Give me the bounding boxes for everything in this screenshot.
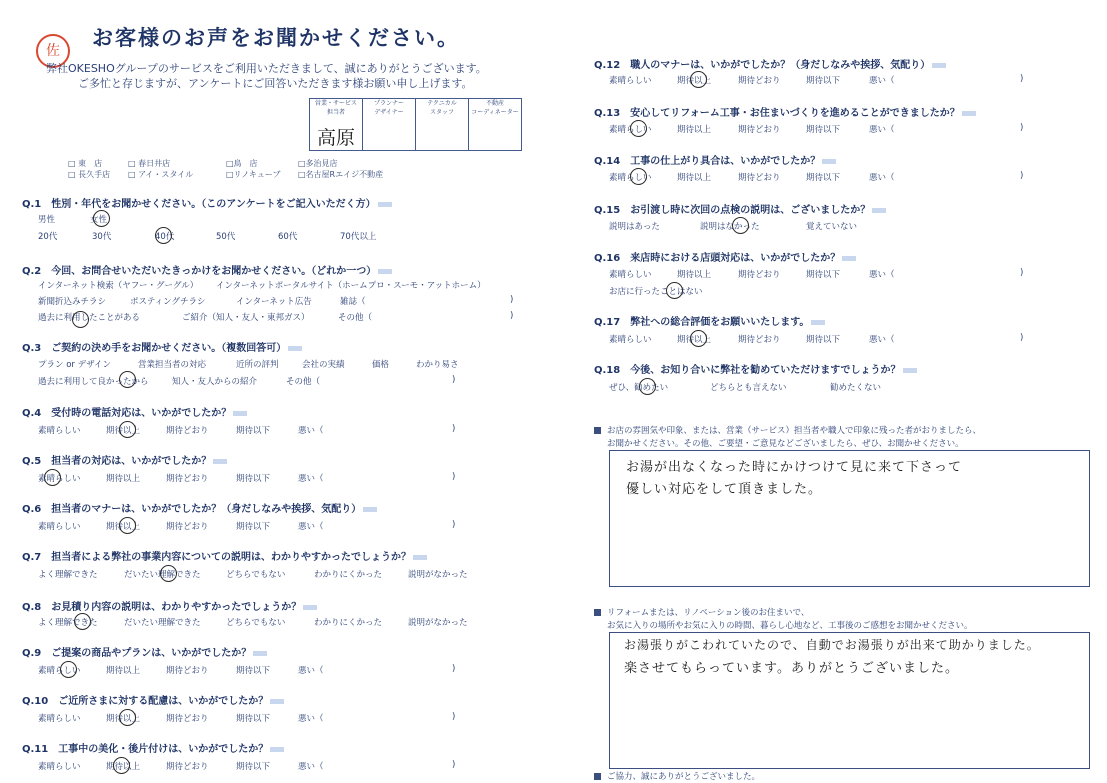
q9-option[interactable]: 期待以上 [106,666,141,676]
q3-option[interactable]: わかり易さ [416,360,459,370]
question-6-heading: Q.6 担当者のマナーは、いかがでしたか？（身だしなみや挨拶、気配り） [22,500,377,515]
q14-option[interactable]: 期待どおり [738,173,781,183]
q9-paren-close: ) [452,664,456,674]
q7-option[interactable]: 説明がなかった [408,570,468,580]
comments-section-heading: お店の雰囲気や印象、または、営業（サービス）担当者や職人で印象に残った者がおりましたら、 [594,424,981,436]
q3-paren-close: ) [452,375,456,385]
selection-circle [119,709,136,726]
selection-circle [93,210,110,227]
q2-option[interactable]: 新聞折込みチラシ [38,297,107,307]
q3-option[interactable]: 知人・友人からの紹介 [172,377,258,387]
q4-option[interactable]: 期待以上 [106,426,141,436]
q6-option[interactable]: 悪い（ [298,522,324,532]
selection-circle [119,371,136,388]
store-checkbox[interactable]: □ 春日井店 [128,159,171,168]
store-checkbox[interactable]: □ 長久手店 [68,170,111,179]
q4-paren-close: ) [452,424,456,434]
handwritten-impression-line-1: お湯張りがこわれていたので、自動でお湯張りが出来て助かりました。 [624,638,1040,652]
selection-circle [630,120,647,137]
q16-paren-close: ) [1020,268,1024,278]
q9-option[interactable]: 期待以下 [236,666,271,676]
impressions-section-heading-2: お気に入りの場所やお気に入りの時間、暮らし心地など、工事後のご感想をお聞かせください。 [607,621,973,631]
q7-option[interactable]: だいたい理解できた [124,570,201,580]
q11-option[interactable]: 期待以下 [236,762,271,772]
handwritten-impression-line-2: 楽させてもらっています。ありがとうございました。 [624,661,959,676]
q2-option[interactable]: 過去に利用したことがある [38,313,141,323]
q4-option[interactable]: 期待以下 [236,426,271,436]
q11-option[interactable]: 悪い（ [298,762,324,772]
q15-option[interactable]: 説明はあった [609,222,660,232]
selection-circle [639,378,656,395]
q12-option[interactable]: 悪い（ [869,76,895,86]
q10-option[interactable]: 素晴らしい [38,714,81,724]
q5-option[interactable]: 期待以下 [236,474,271,484]
q10-option[interactable]: 期待どおり [166,714,209,724]
question-16-heading: Q.16 来店時における店頭対応は、いかがでしたか？ [594,249,856,264]
selection-circle [72,311,89,328]
q1-option-age[interactable]: 50代 [216,232,236,242]
question-7-heading: Q.7 担当者による弊社の事業内容についての説明は、わかりやすかったでしょうか？ [22,548,427,563]
q4-option[interactable]: 期待どおり [166,426,209,436]
q5-option[interactable]: 悪い（ [298,474,324,484]
question-8-heading: Q.8 お見積り内容の説明は、わかりやすかったでしょうか？ [22,598,317,613]
q16-option[interactable]: 期待以上 [677,270,712,280]
staff-table [309,98,522,151]
intro-line-1: 弊社OKESHOグループのサービスをご利用いただきまして、誠にありがとうございます。 [46,62,487,75]
q14-option[interactable]: 悪い（ [869,173,895,183]
q15-option[interactable]: 説明はなかった [700,222,760,232]
staff-cell-sales[interactable]: 営業・サービス 担当者 高原 [310,99,363,151]
q8-option[interactable]: どちらでもない [226,618,286,628]
question-5-heading: Q.5 担当者の対応は、いかがでしたか？ [22,452,227,467]
selection-circle [113,757,130,774]
question-18-heading: Q.18 今後、お知り合いに弊社を勧めていただけますでしょうか？ [594,361,917,376]
selection-circle [60,661,77,678]
q16-option[interactable]: 悪い（ [869,270,895,280]
staff-name-handwritten: 高原 [316,127,355,149]
question-2-heading: Q.2 今回、お問合せいただいたきっかけをお聞かせください。（どれか一つ） [22,262,392,277]
q3-option[interactable]: 過去に利用して良かったから [38,377,149,387]
q17-option[interactable]: 期待どおり [738,335,781,345]
q13-option[interactable]: 期待以上 [677,125,712,135]
q15-option[interactable]: 覚えていない [806,222,858,232]
selection-circle [119,517,136,534]
q6-option[interactable]: 期待どおり [166,522,209,532]
q17-option[interactable]: 悪い（ [869,335,895,345]
q1-option-age[interactable]: 70代以上 [340,232,377,242]
q8-option[interactable]: よく理解できた [38,618,98,628]
q13-option[interactable]: 期待以下 [806,125,841,135]
q18-option[interactable]: 勧めたくない [830,383,882,393]
q2-option[interactable]: インターネット検索（ヤフー・グーグル） [38,281,199,291]
q17-option[interactable]: 期待以上 [677,335,712,345]
q13-option[interactable]: 素晴らしい [609,125,652,135]
q17-option[interactable]: 素晴らしい [609,335,652,345]
selection-circle [630,168,647,185]
q11-option[interactable]: 期待どおり [166,762,209,772]
question-1-heading: Q.1 性別・年代をお聞かせください。（このアンケートをご記入いただく方） [22,195,392,210]
q13-paren-close: ) [1020,123,1024,133]
q2-paren-close: ) [510,295,514,305]
q12-option[interactable]: 期待以下 [806,76,841,86]
q14-option[interactable]: 期待以上 [677,173,712,183]
q5-option[interactable]: 期待どおり [166,474,209,484]
q18-option[interactable]: ぜひ、勧めたい [609,383,669,393]
staff-cell-technical[interactable]: テクニカル スタッフ [416,99,469,151]
store-checkbox[interactable]: □リノキューブ [226,170,281,179]
q3-option[interactable]: 会社の実績 [302,360,345,370]
store-checkbox[interactable]: □鳥 店 [226,159,258,168]
page-title: お客様のお声をお聞かせください。 [92,26,460,50]
question-17-heading: Q.17 弊社への総合評価をお願いいたします。 [594,313,825,328]
q10-option[interactable]: 期待以下 [236,714,271,724]
q1-option-age[interactable]: 20代 [38,232,58,242]
question-14-heading: Q.14 工事の仕上がり具合は、いかがでしたか？ [594,152,836,167]
q11-option[interactable]: 素晴らしい [38,762,81,772]
q1-option-female[interactable]: 女性 [90,215,108,225]
question-9-heading: Q.9 ご提案の商品やプランは、いかがでしたか？ [22,644,267,659]
q16-option[interactable]: 期待以下 [806,270,841,280]
q4-option[interactable]: 素晴らしい [38,426,81,436]
selection-circle [690,330,707,347]
question-15-heading: Q.15 お引渡し時に次回の点検の説明は、ございましたか？ [594,201,886,216]
selection-circle [690,71,707,88]
staff-cell-planner[interactable]: プランナー デザイナー [363,99,416,151]
seal-stamp: 佐 [36,34,70,68]
q13-option[interactable]: 期待どおり [738,125,781,135]
q9-option[interactable]: 悪い（ [298,666,324,676]
q11-paren-close: ) [452,760,456,770]
q1-option-male[interactable]: 男性 [38,215,56,225]
q7-option[interactable]: よく理解できた [38,570,98,580]
q12-paren-close: ) [1020,74,1024,84]
q11-option[interactable]: 期待以上 [106,762,141,772]
staff-cell-realestate[interactable]: 不動産 コーディネーター [469,99,522,151]
q16-option[interactable]: 素晴らしい [609,270,652,280]
selection-circle [160,565,177,582]
q9-option[interactable]: 期待どおり [166,666,209,676]
q3-option[interactable]: 近所の評判 [236,360,279,370]
q5-paren-close: ) [452,472,456,482]
q8-option[interactable]: わかりにくかった [314,618,383,628]
q18-option[interactable]: どちらとも言えない [710,383,787,393]
q7-option[interactable]: どちらでもない [226,570,286,580]
selection-circle [119,421,136,438]
question-13-heading: Q.13 安心してリフォーム工事・お住まいづくりを進めることができましたか？ [594,104,976,119]
store-checkbox[interactable]: □名古屋Rエイジ不動産 [298,170,384,179]
handwritten-comment-line-1: お湯が出なくなった時にかけつけて見に来て下さって [626,460,963,475]
q1-option-age[interactable]: 40代 [155,232,175,242]
q2-paren-close: ) [510,311,514,321]
q3-option[interactable]: プラン or デザイン [38,360,112,370]
q14-option[interactable]: 素晴らしい [609,173,652,183]
q9-option[interactable]: 素晴らしい [38,666,81,676]
selection-circle [74,613,91,630]
q7-option[interactable]: わかりにくかった [314,570,383,580]
q3-option[interactable]: 営業担当者の対応 [138,360,207,370]
q6-option[interactable]: 期待以下 [236,522,271,532]
question-10-heading: Q.10 ご近所さまに対する配慮は、いかがでしたか？ [22,692,284,707]
q10-paren-close: ) [452,712,456,722]
selection-circle [732,217,749,234]
question-4-heading: Q.4 受付時の電話対応は、いかがでしたか？ [22,404,247,419]
intro-line-2: ご多忙と存じますが、アンケートにご回答いただきます様お願い申し上げます。 [78,77,473,90]
q2-option[interactable]: ご紹介（知人・友人・東邦ガス） [182,313,310,323]
q12-option[interactable]: 期待以上 [677,76,712,86]
question-3-heading: Q.3 ご契約の決め手をお聞かせください。（複数回答可） [22,339,302,354]
q5-option[interactable]: 素晴らしい [38,474,81,484]
handwritten-comment-line-2: 優しい対応をして頂きました。 [626,482,823,497]
q2-option[interactable]: その他（ [338,313,373,323]
q6-paren-close: ) [452,520,456,530]
q16-option[interactable]: 期待どおり [738,270,781,280]
q13-option[interactable]: 悪い（ [869,125,895,135]
q5-option[interactable]: 期待以上 [106,474,141,484]
comments-section-heading-2: お聞かせください。その他、ご要望・ご意見などございましたら、ぜひ、お聞かせください。 [607,439,964,449]
q8-option[interactable]: だいたい理解できた [124,618,201,628]
q17-paren-close: ) [1020,333,1024,343]
q14-paren-close: ) [1020,171,1024,181]
q4-option[interactable]: 悪い（ [298,426,324,436]
q3-option[interactable]: 価格 [372,360,390,370]
q6-option[interactable]: 期待以上 [106,522,141,532]
q1-option-age[interactable]: 30代 [92,232,112,242]
q3-option[interactable]: その他（ [286,377,321,387]
q12-option[interactable]: 期待どおり [738,76,781,86]
q10-option[interactable]: 期待以上 [106,714,141,724]
q1-option-age[interactable]: 60代 [278,232,298,242]
store-checkbox[interactable]: □多治見店 [298,159,338,168]
selection-circle [155,227,175,244]
q17-option[interactable]: 期待以下 [806,335,841,345]
q2-option[interactable]: ポスティングチラシ [130,297,206,307]
selection-circle [44,469,61,486]
store-checkbox[interactable]: □ 東 店 [68,159,103,168]
q16-option-never-visited[interactable]: お店に行ったことはない [609,287,703,297]
q2-option[interactable]: 雑誌（ [340,297,366,307]
thank-you-footer: ご協力、誠にありがとうございました。 [594,770,760,782]
q6-option[interactable]: 素晴らしい [38,522,81,532]
q14-option[interactable]: 期待以下 [806,173,841,183]
q10-option[interactable]: 悪い（ [298,714,324,724]
question-12-heading: Q.12 職人のマナーは、いかがでしたか？（身だしなみや挨拶、気配り） [594,56,946,71]
q2-option[interactable]: インターネット広告 [236,297,312,307]
selection-circle [666,282,683,299]
question-11-heading: Q.11 工事中の美化・後片付けは、いかがでしたか？ [22,740,284,755]
q8-option[interactable]: 説明がなかった [408,618,468,628]
q12-option[interactable]: 素晴らしい [609,76,652,86]
impressions-section-heading: リフォームまたは、リノベーション後のお住まいで、 [594,606,809,618]
store-checkbox[interactable]: □ アイ・スタイル [128,170,194,179]
q2-option[interactable]: インターネットポータルサイト（ホームプロ・スーモ・アットホーム） [216,281,486,291]
